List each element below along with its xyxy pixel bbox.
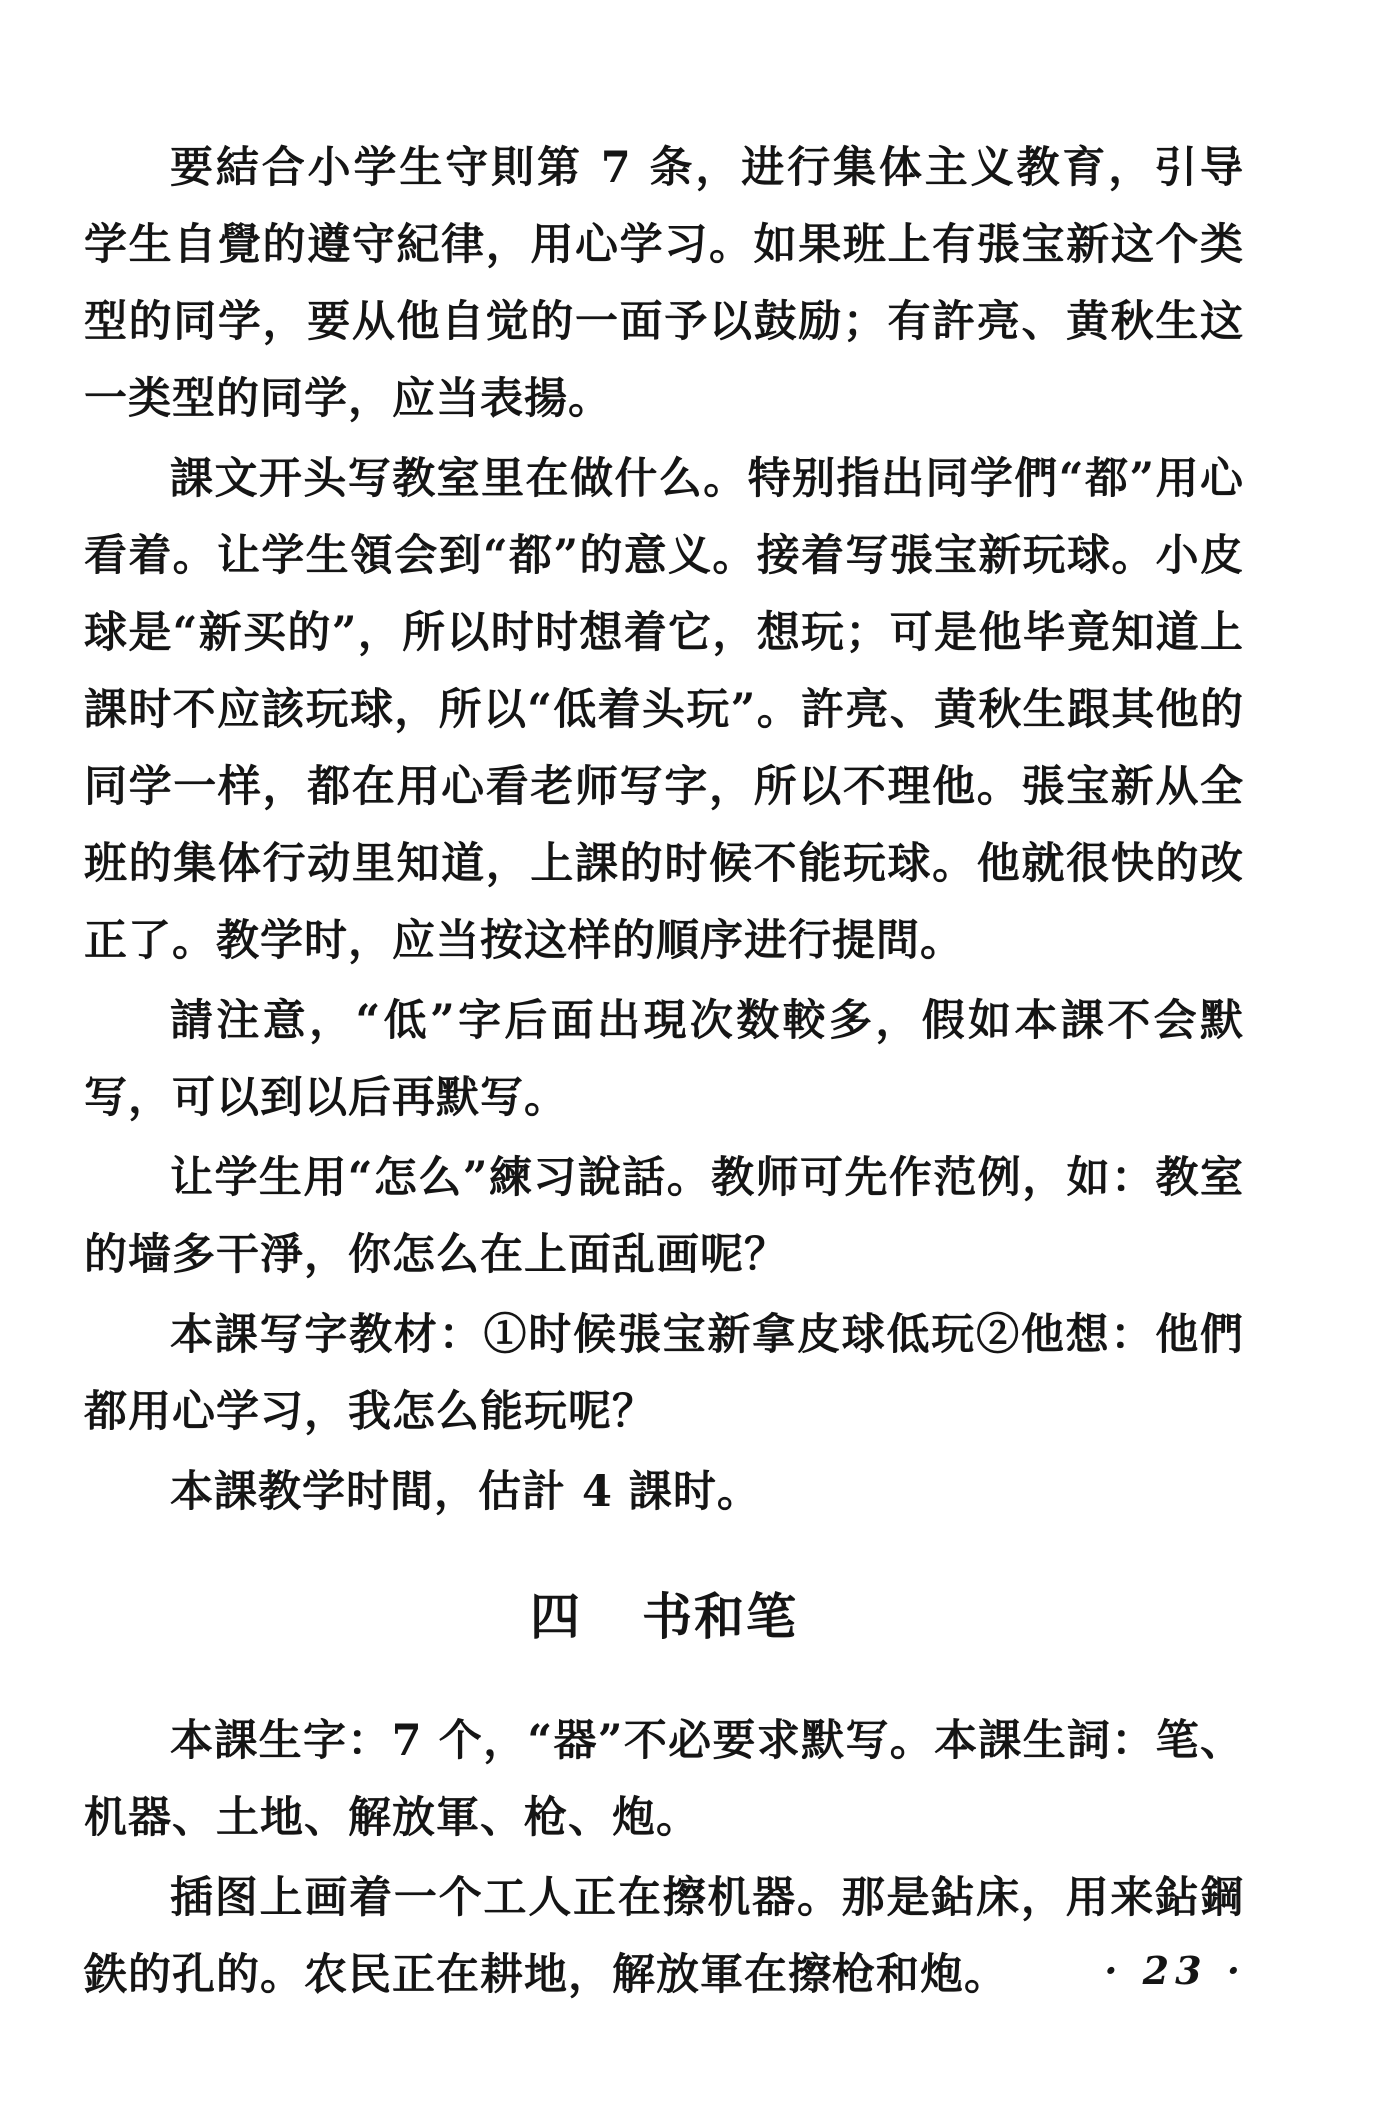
page-body xyxy=(84,130,1244,2017)
paragraph-new-characters: 本課生字：7 个，“器”不必要求默写。本課生詞：笔、机器、土地、解放軍、枪、炮。 xyxy=(84,1716,1244,1843)
paragraph-illustration: 插图上画着一个工人正在擦机器。那是鉆床，用来鉆鋼鉄的孔的。农民正在耕地，解放軍在擦枪和炮。 xyxy=(84,1873,1244,2000)
paragraph-lesson-analysis: 課文开头写教室里在做什么。特别指出同学們“都”用心看着。让学生領会到“都”的意义。接着写張宝新玩球。小皮球是“新买的”，所以时时想着它，想玩；可是他毕竟知道上課时不应該玩球，所以“低着头玩”。許亮、黄秋生跟其他的同学一样，都在用心看老师写字，所以不理他。張宝新从全班的集体行动里知道，上課的时候不能玩球。他就很快的改正了。教学时，应当按这样的順序进行提問。 xyxy=(84,454,1244,966)
section-title: 书和笔 xyxy=(642,1587,798,1646)
paragraph-writing-material: 本課写字教材：①时候張宝新拿皮球低玩②他想：他們都用心学习，我怎么能玩呢？ xyxy=(84,1310,1244,1437)
paragraph-dictation-note: 請注意，“低”字后面出現次数較多，假如本課不会默写，可以到以后再默写。 xyxy=(84,996,1244,1123)
paragraph-speaking-practice: 让学生用“怎么”練习說話。教师可先作范例，如：教室的墙多干淨，你怎么在上面乱画呢？ xyxy=(84,1153,1244,1280)
section-heading xyxy=(84,1577,1244,1657)
paragraph-collective-education: 要結合小学生守則第 7 条，进行集体主义教育，引导学生自覺的遵守紀律，用心学习。如果班上有張宝新这个类型的同学，要从他自觉的一面予以鼓励；有許亮、黄秋生这一类型的同学，应当表揚。 xyxy=(84,143,1244,424)
section-number: 四 xyxy=(530,1587,582,1646)
page-number: · 23 · xyxy=(1104,1948,1246,1993)
paragraph-teaching-time: 本課教学时間，估計 4 課时。 xyxy=(170,1467,761,1517)
